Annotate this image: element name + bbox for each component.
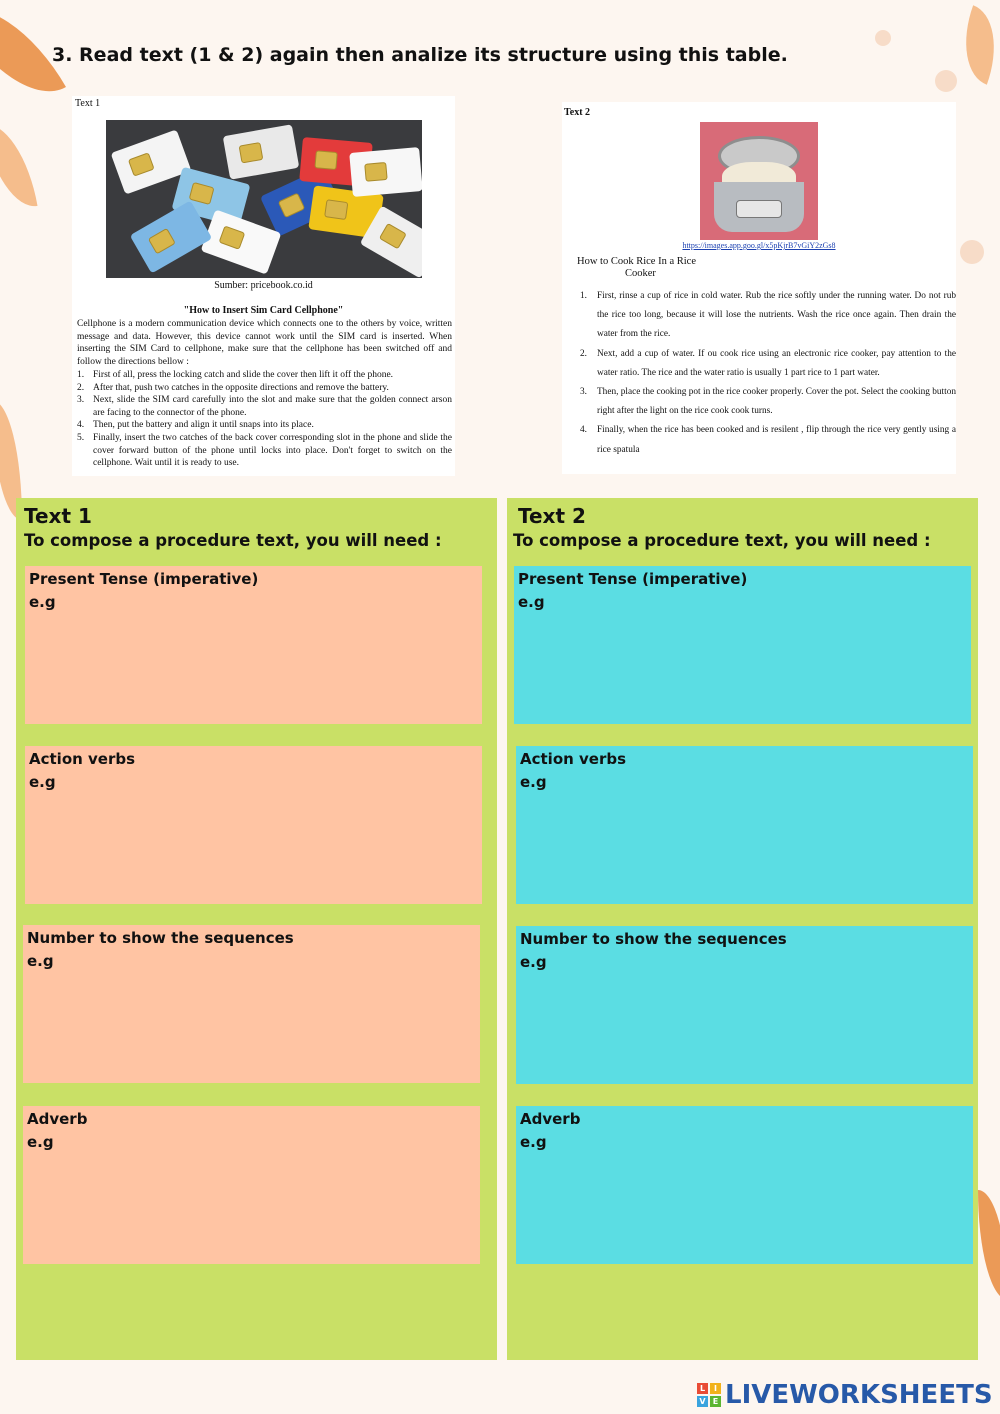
adverb-answer-box[interactable]: Adverb e.g [516,1106,973,1264]
number-sequence-answer-box[interactable]: Number to show the sequences e.g [23,925,480,1083]
rice-cooker-photo [700,122,818,240]
panel-subtitle: To compose a procedure text, you will need : [24,531,442,550]
action-verbs-answer-box[interactable]: Action verbs e.g [25,746,482,904]
action-verbs-answer-box[interactable]: Action verbs e.g [516,746,973,904]
list-item: 1. First, rinse a cup of rice in cold water. Rub the rice softly under the running water. Do not rub the rice too long, because it will lose the nutrients. Wash the rice once again. Then drain the water from the rice. [580,291,956,340]
sim-cards-photo [106,120,422,278]
text2-steps [580,287,956,460]
text2-title: How to Cook Rice In a Rice Cooker [577,256,696,279]
list-item: 3. Then, place the cooking pot in the rice cooker properly. Cover the pot. Select the cooking button right after the light on the rice cook cook turns. [580,387,956,417]
list-item: 4. Finally, when the rice has been cooked and is resilent , flip through the rice very gently using a rice spatula [580,425,956,455]
text1-doc-label: Text 1 [75,98,101,109]
list-item: 4. Then, put the battery and align it until snaps into its place. [77,420,314,431]
panel-subtitle: To compose a procedure text, you will need : [513,531,931,550]
decorative-dot [875,30,891,46]
list-item: 2. After that, push two catches in the opposite directions and remove the battery. [77,382,389,393]
adverb-answer-box[interactable]: Adverb e.g [23,1106,480,1264]
text1-source: Sumber: pricebook.co.id [214,280,313,291]
text1-intro: Cellphone is a modern communication device which connects one to the others by voice, written message and data. However, this device cannot work until the SIM card is inserted. When inserting the SIM Card to cellphone, make sure that the cellphone has been switched off and follow the directions bellow : [77,319,452,367]
text2-doc-label: Text 2 [564,107,591,118]
decorative-dot [935,70,957,92]
list-item: 5. Finally, insert the two catches of the back cover corresponding slot in the phone and slide the cover forward button of the phone until locks into place. Don't forget to switch on the cellphone. Wait until it is ready to use. [77,432,452,469]
text1-panel [16,498,497,1360]
panel-title: Text 2 [518,504,586,528]
decorative-leaf-top-right [949,5,1000,84]
present-tense-answer-box[interactable]: Present Tense (imperative) e.g [25,566,482,724]
decorative-leaf-left [0,117,38,213]
image-source-link[interactable]: https://images.app.goo.gl/x5pKjrB7vGiY2zGs8 [682,241,836,250]
instruction-heading: 3. Read text (1 & 2) again then analize its structure using this table. [52,44,788,66]
text1-document [72,96,455,476]
liveworksheets-logo [697,1378,993,1412]
logo-badge-icon: L I V E [697,1383,721,1407]
panel-title: Text 1 [24,504,92,528]
present-tense-answer-box[interactable]: Present Tense (imperative) e.g [514,566,971,724]
text1-steps [77,369,452,470]
decorative-leaf-right-bottom [978,1190,1000,1300]
decorative-dot [960,240,984,264]
number-sequence-answer-box[interactable]: Number to show the sequences e.g [516,926,973,1084]
text2-panel [507,498,978,1360]
text1-title: "How to Insert Sim Card Cellphone" [183,305,344,316]
list-item: 2. Next, add a cup of water. If ou cook rice using an electronic rice cooker, pay attention to the water ratio. The rice and the water ratio is usually 1 part rice to 1 part water. [580,348,956,378]
list-item: 3. Next, slide the SIM card carefully into the slot and make sure that the golden connect arson are facing to the connector of the phone. [77,395,452,418]
brand-name: LIVEWORKSHEETS [725,1380,993,1410]
list-item: 1. First of all, press the locking catch and slide the cover then lift it off the phone. [77,370,394,380]
text2-document [562,102,956,474]
